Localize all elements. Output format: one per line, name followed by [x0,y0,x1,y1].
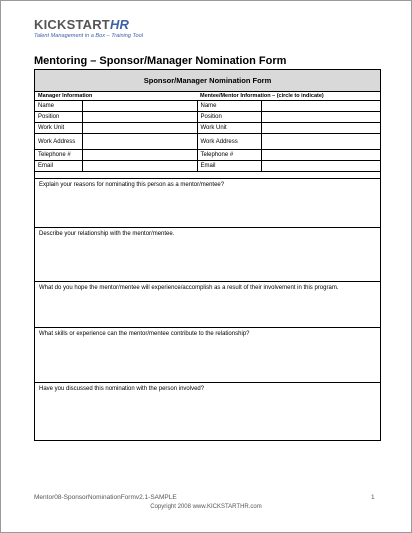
table-row [35,101,380,112]
form-header: Sponsor/Manager Nomination Form [35,70,380,92]
question-skills[interactable]: What skills or experience can the mentor/mentee contribute to the relationship? [35,328,380,383]
table-row [35,134,380,150]
manager-work-address-label: Work Address [35,134,82,150]
manager-work-address-field[interactable] [82,134,197,150]
logo-wordmark: KICKSTARTHR [34,17,130,32]
question-reasons[interactable]: Explain your reasons for nominating this person as a mentor/mentee? [35,179,380,228]
mentee-telephone-label: Telephone # [197,150,261,161]
section-headings [35,92,380,101]
table-row [35,123,380,134]
mentee-email-label: Email [197,161,261,172]
logo-tagline: Talent Management in a Box – Training Tool [34,33,143,39]
manager-name-field[interactable] [82,101,197,112]
mentee-name-label: Name [197,101,261,112]
footer-doc-id: Mentor08-SponsorNominationFormv2.1-SAMPLE [34,494,177,501]
mentee-info-heading: Mentee/Mentor Information – (circle to indicate) [200,93,324,99]
page-title: Mentoring – Sponsor/Manager Nomination Form [34,55,287,67]
nomination-form [34,69,381,441]
mentee-work-address-field[interactable] [261,134,380,150]
manager-name-label: Name [35,101,82,112]
footer-copyright: Copyright 2008 www.KICKSTARTHR.com [150,504,262,510]
divider [35,172,380,179]
page-number: 1 [371,494,375,501]
manager-email-label: Email [35,161,82,172]
mentee-position-field[interactable] [261,112,380,123]
question-hopes[interactable]: What do you hope the mentor/mentee will experience/accomplish as a result of their involvement in this program. [35,282,380,328]
question-discussed[interactable]: Have you discussed this nomination with the person involved? [39,386,205,392]
table-row [35,112,380,123]
manager-work-unit-label: Work Unit [35,123,82,134]
manager-work-unit-field[interactable] [82,123,197,134]
mentee-work-unit-field[interactable] [261,123,380,134]
table-row [35,150,380,161]
mentee-name-field[interactable] [261,101,380,112]
question-relationship[interactable]: Describe your relationship with the mentor/mentee. [35,228,380,282]
manager-telephone-field[interactable] [82,150,197,161]
mentee-work-address-label: Work Address [197,134,261,150]
manager-position-field[interactable] [82,112,197,123]
table-row [35,161,380,172]
manager-telephone-label: Telephone # [35,150,82,161]
info-table [35,101,380,172]
mentee-email-field[interactable] [261,161,380,172]
manager-info-heading: Manager Information [38,93,93,99]
mentee-position-label: Position [197,112,261,123]
manager-email-field[interactable] [82,161,197,172]
mentee-telephone-field[interactable] [261,150,380,161]
mentee-work-unit-label: Work Unit [197,123,261,134]
logo [34,17,234,51]
manager-position-label: Position [35,112,82,123]
